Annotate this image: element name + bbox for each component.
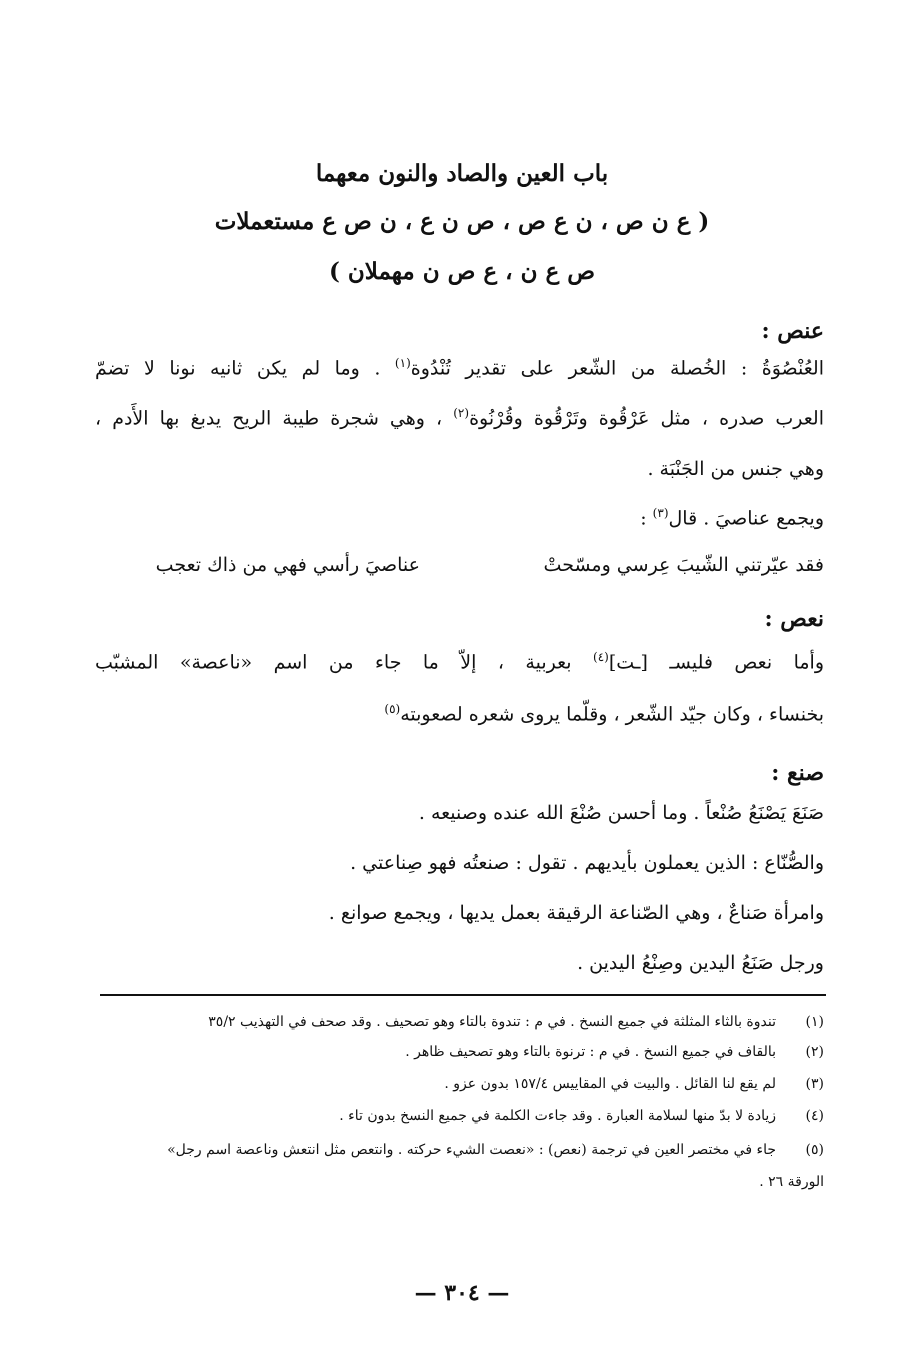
footnote-1	[100, 1014, 824, 1030]
footnote-ref-2[interactable]: (٢)	[453, 406, 470, 420]
anas-line-3: وهي جنس من الجَنْبَة .	[647, 458, 824, 480]
naas-line-1-text: وأما نعص فليسـ [ـت]	[608, 651, 824, 674]
chapter-subtitle-2: ص ع ن ، ع ص ن مهملان )	[328, 258, 596, 285]
anas-line-4	[640, 506, 824, 530]
sana-line-2: والصُّنّاع : الذين يعملون بأيديهم . تقول : صنعتُه فهو صِناعتي .	[350, 852, 824, 874]
entry-heading-naas: نعص :	[764, 606, 824, 632]
naas-line-2	[384, 702, 824, 726]
footnote-ref-5[interactable]: (٥)	[384, 702, 401, 716]
footnote-5	[100, 1142, 824, 1158]
footnote-number: (٢)	[805, 1044, 824, 1060]
footnote-text: لم يقع لنا القائل . والبيت في المقاييس ١٥٧/٤ بدون عزو .	[444, 1076, 776, 1092]
naas-line-1-rest: بعربية ، إلاّ ما جاء من اسم «ناعصة» المشبّب	[95, 651, 594, 674]
anas-line-2-text: العرب صدره ، مثل عَرْقُوة وتَرْقُوة وقُرْنُوة	[469, 407, 824, 430]
footnote-text: جاء في مختصر العين في ترجمة (نعص) : «نعصت الشيء حركته . وانتعص مثل انتعش وناعصة اسم رجل»	[167, 1142, 776, 1158]
sana-line-3: وامرأة صَناعٌ ، وهي الصّناعة الرقيقة بعمل يديها ، ويجمع صوانع .	[328, 902, 824, 924]
sana-line-1: صَنَعَ يَصْنَعُ صُنْعاً . وما أحسن صُنْعَ الله عنده وصنيعه .	[418, 802, 824, 824]
footnote-2	[100, 1044, 824, 1060]
footnote-ref-4[interactable]: (٤)	[593, 650, 609, 664]
footnote-divider	[100, 994, 826, 996]
footnote-text: بالقاف في جميع النسخ . في م : ترنوة بالتاء وهو تصحيف ظاهر .	[405, 1044, 776, 1060]
naas-line-1	[95, 650, 824, 674]
footnote-text: تندوة بالثاء المثلثة في جميع النسخ . في م : تندوة بالتاء وهو تصحيف . وقد صحف في التهذيب ٣٥/٢	[208, 1014, 776, 1030]
footnote-number: (٥)	[805, 1142, 824, 1158]
verse-first-hemistich: فقد عيّرتني الشّيبَ عِرسي ومسّحتْ	[543, 554, 824, 576]
footnote-4	[100, 1108, 824, 1124]
anas-line-1	[95, 356, 824, 380]
sana-line-4: ورجل صَنَعُ اليدين وصِنْعُ اليدين .	[577, 952, 824, 974]
entry-heading-anas: عنص :	[761, 318, 824, 344]
anas-line-1-text: العُنْصُوَةُ : الخُصلة من الشّعر على تقدير تُنْدُوة	[410, 357, 824, 380]
footnote-ref-3[interactable]: (٣)	[652, 506, 669, 520]
naas-line-2-text: بخنساء ، وكان جيّد الشّعر ، وقلّما يروى شعره لصعوبته	[400, 703, 824, 726]
chapter-title: باب العين والصاد والنون معهما	[315, 160, 609, 187]
anas-line-4-rest: :	[640, 507, 653, 530]
entry-heading-sana: صنع :	[771, 760, 824, 786]
footnote-number: (٣)	[805, 1076, 824, 1092]
verse-second-hemistich: عناصيَ رأسي فهي من ذاك تعجب	[155, 554, 420, 576]
anas-line-2	[95, 406, 824, 430]
footnote-number: (٤)	[805, 1108, 824, 1124]
footnote-number: (١)	[805, 1014, 824, 1030]
anas-line-2-rest: ، وهي شجرة طيبة الريح يدبغ بها الأَدم ،	[95, 407, 454, 430]
anas-line-4-text: ويجمع عناصيَ . قال	[668, 507, 824, 530]
page-number: — ٣٠٤ —	[414, 1280, 510, 1306]
footnote-ref-1[interactable]: (١)	[394, 356, 411, 370]
chapter-subtitle-1: ( ع ن ص ، ن ع ص ، ص ن ع ، ن ص ع مستعملات	[214, 208, 710, 235]
footnote-3	[100, 1076, 824, 1092]
footnote-5-continuation: الورقة ٢٦ .	[759, 1174, 824, 1190]
footnote-text: زيادة لا بدّ منها لسلامة العبارة . وقد جاءت الكلمة في جميع النسخ بدون تاء .	[339, 1108, 776, 1124]
anas-line-1-rest: . وما لم يكن ثانيه نونا لا تضمّ	[95, 357, 395, 380]
